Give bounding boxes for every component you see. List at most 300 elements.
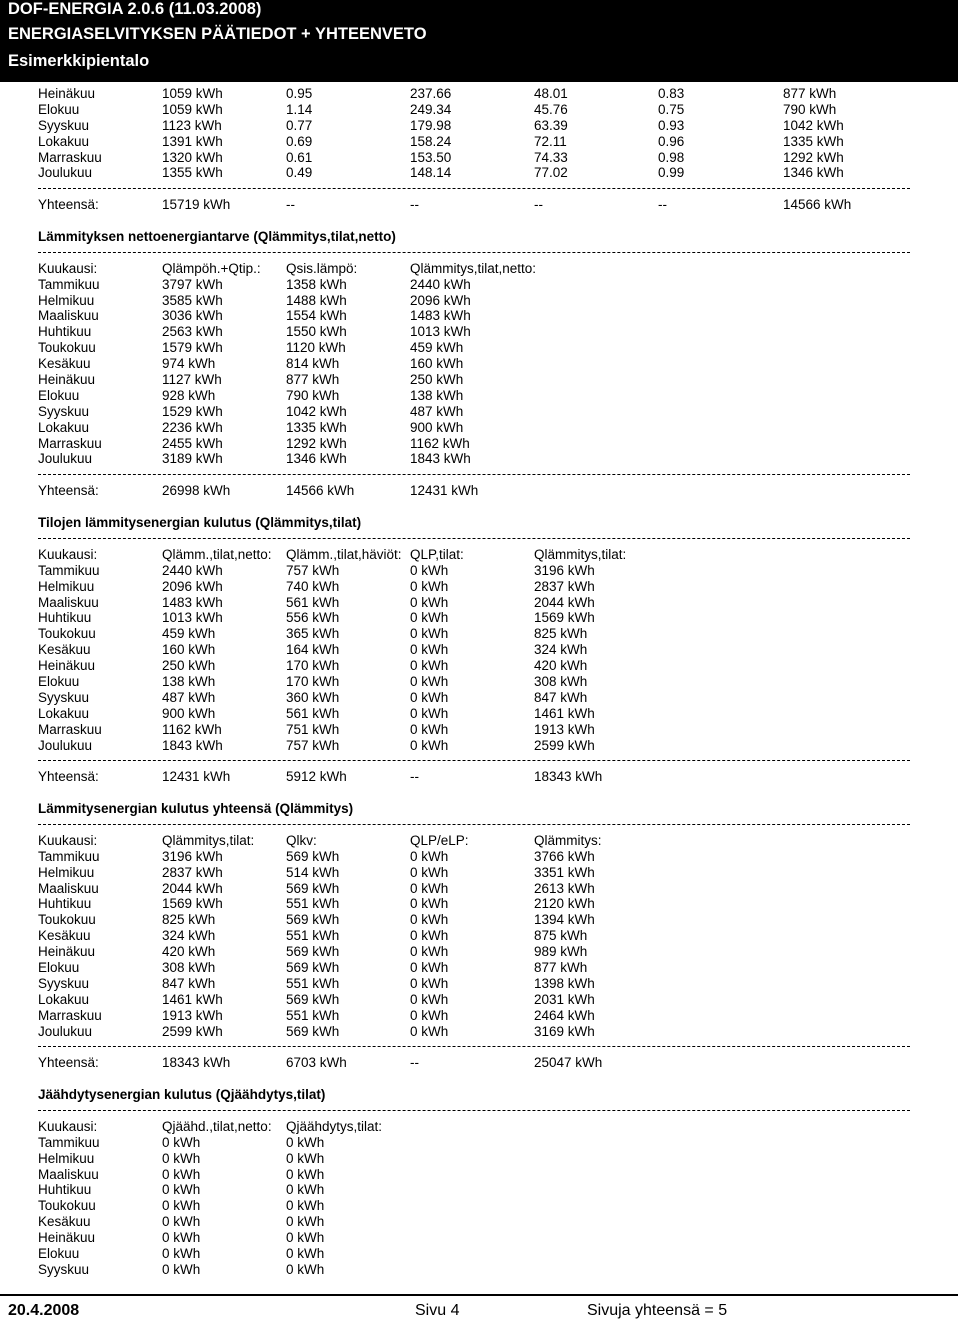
table-cell: 0 kWh <box>410 944 449 960</box>
table-cell: 551 kWh <box>286 928 340 944</box>
table-cell: Kesäkuu <box>38 928 91 944</box>
table-cell: Qjäähdytys,tilat: <box>286 1118 383 1134</box>
table-cell: 2236 kWh <box>162 419 223 435</box>
table-row <box>38 610 910 626</box>
table-cell: Lokakuu <box>38 991 90 1007</box>
table-cell: 1292 kWh <box>286 435 347 451</box>
table-cell: Heinäkuu <box>38 944 96 960</box>
table-cell: Kesäkuu <box>38 356 91 372</box>
table-cell: 487 kWh <box>410 403 464 419</box>
table-cell: Toukokuu <box>38 912 96 928</box>
table-header-row <box>38 261 910 277</box>
page-footer <box>0 1294 958 1324</box>
table-cell: 0 kWh <box>162 1134 201 1150</box>
table-cell: 569 kWh <box>286 959 340 975</box>
total-row <box>38 1055 910 1071</box>
table-cell: 0.98 <box>658 149 685 165</box>
table-cell: Heinäkuu <box>38 1230 96 1246</box>
table-cell: Huhtikuu <box>38 1182 92 1198</box>
table-cell: 365 kWh <box>286 626 340 642</box>
table-cell: Maaliskuu <box>38 880 99 896</box>
table-cell: 160 kWh <box>162 642 216 658</box>
table-cell: 0 kWh <box>410 1007 449 1023</box>
table-cell: 1488 kWh <box>286 292 347 308</box>
table-cell: 138 kWh <box>162 673 216 689</box>
table-cell: 63.39 <box>534 117 568 133</box>
table-cell: 0 kWh <box>162 1230 201 1246</box>
table-cell: 2096 kWh <box>410 292 471 308</box>
table-cell: 877 kWh <box>783 86 837 101</box>
table-cell: 2120 kWh <box>534 896 595 912</box>
table-cell: 2044 kWh <box>534 594 595 610</box>
table-cell: 0 kWh <box>410 705 449 721</box>
table-cell: 1843 kWh <box>410 451 471 467</box>
table-cell: Marraskuu <box>38 435 102 451</box>
table-cell: 1461 kWh <box>162 991 223 1007</box>
table-cell: -- <box>410 197 419 213</box>
table-cell: 825 kWh <box>162 912 216 928</box>
spacer <box>38 1071 910 1087</box>
table-cell: 514 kWh <box>286 864 340 880</box>
table-cell: Joulukuu <box>38 737 93 753</box>
table-cell: Elokuu <box>38 673 80 689</box>
table-cell: 0 kWh <box>410 1023 449 1039</box>
table-cell: 308 kWh <box>534 673 588 689</box>
table-row <box>38 404 910 420</box>
dashed-divider <box>38 1039 910 1055</box>
table-cell: 237.66 <box>410 86 452 101</box>
table-cell: 1483 kWh <box>410 308 471 324</box>
table-cell: 928 kWh <box>162 387 216 403</box>
table-row <box>38 293 910 309</box>
table-cell: 877 kWh <box>286 372 340 388</box>
table-cell: 569 kWh <box>286 880 340 896</box>
table-cell: 847 kWh <box>162 975 216 991</box>
table-cell: Kesäkuu <box>38 1214 91 1230</box>
section-title: Lämmitysenergian kulutus yhteensä (Qlämmitys) <box>38 801 354 817</box>
table-cell: 1391 kWh <box>162 133 223 149</box>
table-cell: Huhtikuu <box>38 610 92 626</box>
table-cell: 1120 kWh <box>286 340 346 356</box>
table-cell: 0 kWh <box>162 1246 201 1262</box>
table-cell: 900 kWh <box>410 419 464 435</box>
table-cell: Lokakuu <box>38 133 90 149</box>
table-cell: 0 kWh <box>286 1230 325 1246</box>
table-row <box>38 340 910 356</box>
table-cell: 0.69 <box>286 133 313 149</box>
table-cell: Syyskuu <box>38 403 90 419</box>
table-cell: 0 kWh <box>162 1182 201 1198</box>
table-cell: 1292 kWh <box>783 149 844 165</box>
table-cell: 0.99 <box>658 165 685 181</box>
table-cell: Syyskuu <box>38 689 90 705</box>
table-cell: 1843 kWh <box>162 737 223 753</box>
table-cell: 420 kWh <box>534 658 588 674</box>
table-cell: Yhteensä: <box>38 483 99 499</box>
table-row <box>38 134 910 150</box>
table-cell: Marraskuu <box>38 1007 102 1023</box>
report-header <box>0 0 958 82</box>
table-cell: 2613 kWh <box>534 880 595 896</box>
table-row <box>38 642 910 658</box>
table-cell: 14566 kWh <box>286 483 355 499</box>
table-cell: 138 kWh <box>410 387 464 403</box>
table-cell: 1042 kWh <box>286 403 347 419</box>
table-cell: 2044 kWh <box>162 880 223 896</box>
table-row <box>38 626 910 642</box>
table-cell: 250 kWh <box>410 372 464 388</box>
table-cell: 1554 kWh <box>286 308 347 324</box>
table-cell: 48.01 <box>534 86 568 101</box>
table-cell: -- <box>410 769 419 785</box>
table-cell: 1569 kWh <box>534 610 595 626</box>
table-row <box>38 1167 910 1183</box>
table-cell: Toukokuu <box>38 340 96 356</box>
table-cell: 308 kWh <box>162 959 216 975</box>
table-cell: 1569 kWh <box>162 896 223 912</box>
table-cell: 561 kWh <box>286 705 340 721</box>
table-cell: 1346 kWh <box>783 165 844 181</box>
table-cell: 459 kWh <box>410 340 464 356</box>
table-cell: Qlämmitys,tilat,netto: <box>410 260 537 276</box>
table-row <box>38 436 910 452</box>
dashed-divider <box>38 531 910 547</box>
table-cell: Huhtikuu <box>38 896 92 912</box>
table-row <box>38 118 910 134</box>
table-row <box>38 595 910 611</box>
table-cell: 0 kWh <box>410 594 449 610</box>
table-cell: Kuukausi: <box>38 832 98 848</box>
table-cell: 0 kWh <box>286 1198 325 1214</box>
table-cell: 0 kWh <box>162 1150 201 1166</box>
building-name: Esimerkkipientalo <box>8 52 150 70</box>
table-cell: 3351 kWh <box>534 864 595 880</box>
table-cell: 814 kWh <box>286 356 340 372</box>
table-cell: 160 kWh <box>410 356 464 372</box>
table-cell: 1529 kWh <box>162 403 223 419</box>
table-row <box>38 690 910 706</box>
table-cell: 757 kWh <box>286 737 340 753</box>
table-cell: 0.93 <box>658 117 685 133</box>
table-header-row <box>38 833 910 849</box>
report-title: ENERGIASELVITYKSEN PÄÄTIEDOT + YHTEENVETO <box>8 25 427 43</box>
dashed-divider <box>38 817 910 833</box>
table-cell: 18343 kWh <box>534 769 603 785</box>
table-cell: Elokuu <box>38 1246 80 1262</box>
table-cell: 1355 kWh <box>162 165 223 181</box>
table-cell: Qlämmitys,tilat: <box>534 546 627 562</box>
table-cell: Yhteensä: <box>38 1055 99 1071</box>
table-cell: 1059 kWh <box>162 86 223 101</box>
table-cell: 1483 kWh <box>162 594 223 610</box>
table-cell: Qlämm.,tilat,netto: <box>162 546 272 562</box>
table-cell: 148.14 <box>410 165 452 181</box>
table-row <box>38 976 910 992</box>
table-row <box>38 563 910 579</box>
table-cell: 153.50 <box>410 149 452 165</box>
table-cell: 72.11 <box>534 133 567 149</box>
table-cell: 0 kWh <box>410 673 449 689</box>
table-cell: 974 kWh <box>162 356 216 372</box>
table-cell: 2563 kWh <box>162 324 223 340</box>
table-cell: 420 kWh <box>162 944 216 960</box>
table-row <box>38 356 910 372</box>
footer-date: 20.4.2008 <box>8 1302 80 1319</box>
table-cell: -- <box>410 1055 419 1071</box>
table-row <box>38 165 910 181</box>
table-cell: 825 kWh <box>534 626 588 642</box>
table-cell: Marraskuu <box>38 149 102 165</box>
table-row <box>38 86 910 102</box>
table-cell: Helmikuu <box>38 292 95 308</box>
section-title: Jäähdytysenergian kulutus (Qjäähdytys,tilat) <box>38 1087 326 1103</box>
table-cell: 0 kWh <box>410 959 449 975</box>
table-cell: 0 kWh <box>162 1166 201 1182</box>
table-row <box>38 674 910 690</box>
table-cell: Tammikuu <box>38 562 100 578</box>
dashed-divider <box>38 181 910 197</box>
table-row <box>38 722 910 738</box>
table-cell: 1162 kWh <box>162 721 222 737</box>
table-cell: 324 kWh <box>534 642 588 658</box>
table-cell: Heinäkuu <box>38 372 96 388</box>
table-cell: 45.76 <box>534 101 568 117</box>
section-title: Tilojen lämmitysenergian kulutus (Qlämmitys,tilat) <box>38 515 362 531</box>
table-cell: Joulukuu <box>38 1023 93 1039</box>
spacer <box>38 785 910 801</box>
table-cell: 170 kWh <box>286 658 340 674</box>
table-cell: 179.98 <box>410 117 452 133</box>
table-row <box>38 1182 910 1198</box>
table-cell: 77.02 <box>534 165 568 181</box>
table-cell: 3196 kWh <box>534 562 595 578</box>
table-cell: 0 kWh <box>410 848 449 864</box>
table-cell: 875 kWh <box>534 928 588 944</box>
program-title: DOF-ENERGIA 2.0.6 (11.03.2008) <box>8 0 262 18</box>
table-cell: 3036 kWh <box>162 308 223 324</box>
table-row <box>38 451 910 467</box>
table-cell: Kuukausi: <box>38 546 98 562</box>
table-cell: 0.96 <box>658 133 685 149</box>
table-cell: 3766 kWh <box>534 848 595 864</box>
table-cell: 0 kWh <box>286 1150 325 1166</box>
table-cell: 0 kWh <box>162 1214 201 1230</box>
table-cell: 790 kWh <box>783 101 837 117</box>
table-cell: 158.24 <box>410 133 452 149</box>
table-cell: 1913 kWh <box>162 1007 223 1023</box>
table-cell: 1127 kWh <box>162 372 222 388</box>
table-row <box>38 1135 910 1151</box>
table-row <box>38 1246 910 1262</box>
table-row <box>38 150 910 166</box>
table-row <box>38 102 910 118</box>
table-cell: 0 kWh <box>410 721 449 737</box>
table-cell: 1394 kWh <box>534 912 595 928</box>
table-row <box>38 579 910 595</box>
table-cell: Tammikuu <box>38 848 100 864</box>
table-cell: Marraskuu <box>38 721 102 737</box>
total-row <box>38 483 910 499</box>
table-cell: 0 kWh <box>286 1134 325 1150</box>
table-cell: Huhtikuu <box>38 324 92 340</box>
table-cell: 3585 kWh <box>162 292 223 308</box>
table-row <box>38 372 910 388</box>
section-title: Lämmityksen nettoenergiantarve (Qlämmitys,tilat,netto) <box>38 229 396 245</box>
table-cell: Maaliskuu <box>38 1166 99 1182</box>
table-cell: 740 kWh <box>286 578 340 594</box>
table-row <box>38 738 910 754</box>
table-cell: 0 kWh <box>410 610 449 626</box>
table-cell: 0 kWh <box>410 975 449 991</box>
table-cell: 18343 kWh <box>162 1055 231 1071</box>
table-cell: Helmikuu <box>38 578 95 594</box>
table-row <box>38 388 910 404</box>
table-cell: Qjäähd.,tilat,netto: <box>162 1118 272 1134</box>
table-cell: 569 kWh <box>286 991 340 1007</box>
table-cell: 0 kWh <box>410 626 449 642</box>
table-cell: 2031 kWh <box>534 991 595 1007</box>
table-cell: Elokuu <box>38 101 80 117</box>
table-row <box>38 992 910 1008</box>
table-cell: 3169 kWh <box>534 1023 595 1039</box>
table-cell: 0 kWh <box>162 1261 201 1277</box>
table-row <box>38 912 910 928</box>
table-cell: Syyskuu <box>38 117 90 133</box>
table-cell: 249.34 <box>410 101 452 117</box>
table-cell: 2455 kWh <box>162 435 223 451</box>
table-cell: 26998 kWh <box>162 483 231 499</box>
table-cell: 751 kWh <box>286 721 340 737</box>
table-cell: Toukokuu <box>38 1198 96 1214</box>
table-cell: Elokuu <box>38 959 80 975</box>
table-cell: 3196 kWh <box>162 848 223 864</box>
table-cell: 1461 kWh <box>534 705 595 721</box>
dashed-divider <box>38 1103 910 1119</box>
table-cell: 487 kWh <box>162 689 216 705</box>
table-cell: Kesäkuu <box>38 642 91 658</box>
table-cell: Maaliskuu <box>38 594 99 610</box>
table-cell: Heinäkuu <box>38 86 96 101</box>
table-cell: 3189 kWh <box>162 451 223 467</box>
table-cell: Qlämpöh.+Qtip.: <box>162 260 261 276</box>
table-cell: 0 kWh <box>410 562 449 578</box>
table-cell: 15719 kWh <box>162 197 231 213</box>
table-row <box>38 1230 910 1246</box>
table-cell: -- <box>534 197 543 213</box>
footer-page-number: Sivu 4 <box>415 1302 460 1319</box>
table-header-row <box>38 1119 910 1135</box>
table-cell: 1398 kWh <box>534 975 595 991</box>
table-row <box>38 277 910 293</box>
table-cell: Tammikuu <box>38 1134 100 1150</box>
table-row <box>38 849 910 865</box>
table-cell: QLP/eLP: <box>410 832 469 848</box>
table-cell: Heinäkuu <box>38 658 96 674</box>
table-cell: 0 kWh <box>410 658 449 674</box>
table-row <box>38 1008 910 1024</box>
table-cell: 12431 kWh <box>162 769 231 785</box>
table-cell: 790 kWh <box>286 387 340 403</box>
table-cell: 556 kWh <box>286 610 340 626</box>
table-cell: 551 kWh <box>286 1007 340 1023</box>
table-cell: 0.61 <box>286 149 313 165</box>
table-cell: Helmikuu <box>38 1150 95 1166</box>
table-cell: 0 kWh <box>410 642 449 658</box>
table-cell: 569 kWh <box>286 912 340 928</box>
dashed-divider <box>38 467 910 483</box>
table-row <box>38 1198 910 1214</box>
table-cell: 2440 kWh <box>162 562 223 578</box>
table-cell: Tammikuu <box>38 276 100 292</box>
table-cell: Kuukausi: <box>38 1118 98 1134</box>
table-cell: 0.83 <box>658 86 685 101</box>
table-cell: Maaliskuu <box>38 308 99 324</box>
table-cell: 25047 kWh <box>534 1055 603 1071</box>
table-cell: Syyskuu <box>38 1261 90 1277</box>
table-cell: 561 kWh <box>286 594 340 610</box>
table-cell: 164 kWh <box>286 642 340 658</box>
table-cell: 0 kWh <box>410 737 449 753</box>
total-row <box>38 769 910 785</box>
table-cell: 1042 kWh <box>783 117 844 133</box>
table-cell: 0 kWh <box>410 912 449 928</box>
table-cell: 757 kWh <box>286 562 340 578</box>
table-cell: 877 kWh <box>534 959 588 975</box>
table-cell: 1358 kWh <box>286 276 347 292</box>
table-cell: 0 kWh <box>286 1246 325 1262</box>
table-cell: 1550 kWh <box>286 324 347 340</box>
table-cell: 14566 kWh <box>783 197 852 213</box>
table-cell: 250 kWh <box>162 658 216 674</box>
table-cell: 2096 kWh <box>162 578 223 594</box>
table-cell: 1320 kWh <box>162 149 223 165</box>
table-row <box>38 865 910 881</box>
table-cell: 0 kWh <box>286 1261 325 1277</box>
table-cell: 847 kWh <box>534 689 588 705</box>
table-cell: Joulukuu <box>38 451 93 467</box>
table-cell: 0 kWh <box>410 991 449 1007</box>
table-cell: 74.33 <box>534 149 568 165</box>
table-header-row <box>38 547 910 563</box>
table-cell: Kuukausi: <box>38 260 98 276</box>
table-cell: 5912 kWh <box>286 769 347 785</box>
table-cell: 1335 kWh <box>783 133 844 149</box>
table-cell: 569 kWh <box>286 848 340 864</box>
table-cell: Lokakuu <box>38 705 90 721</box>
table-cell: Syyskuu <box>38 975 90 991</box>
table-cell: Elokuu <box>38 387 80 403</box>
table-cell: Qlämmitys,tilat: <box>162 832 255 848</box>
table-row <box>38 324 910 340</box>
table-cell: 551 kWh <box>286 975 340 991</box>
table-row <box>38 1151 910 1167</box>
footer-total-pages: Sivuja yhteensä = 5 <box>587 1302 728 1319</box>
table-cell: Qlämm.,tilat,häviöt: <box>286 546 402 562</box>
table-row <box>38 658 910 674</box>
table-cell: 459 kWh <box>162 626 216 642</box>
spacer <box>38 499 910 515</box>
table-cell: 0 kWh <box>410 578 449 594</box>
table-cell: 2464 kWh <box>534 1007 595 1023</box>
table-cell: 0 kWh <box>162 1198 201 1214</box>
table-cell: 2599 kWh <box>534 737 595 753</box>
table-row <box>38 944 910 960</box>
table-cell: Yhteensä: <box>38 769 99 785</box>
table-cell: Qsis.lämpö: <box>286 260 358 276</box>
table-cell: QLP,tilat: <box>410 546 464 562</box>
table-cell: 569 kWh <box>286 1023 340 1039</box>
table-row <box>38 1024 910 1040</box>
